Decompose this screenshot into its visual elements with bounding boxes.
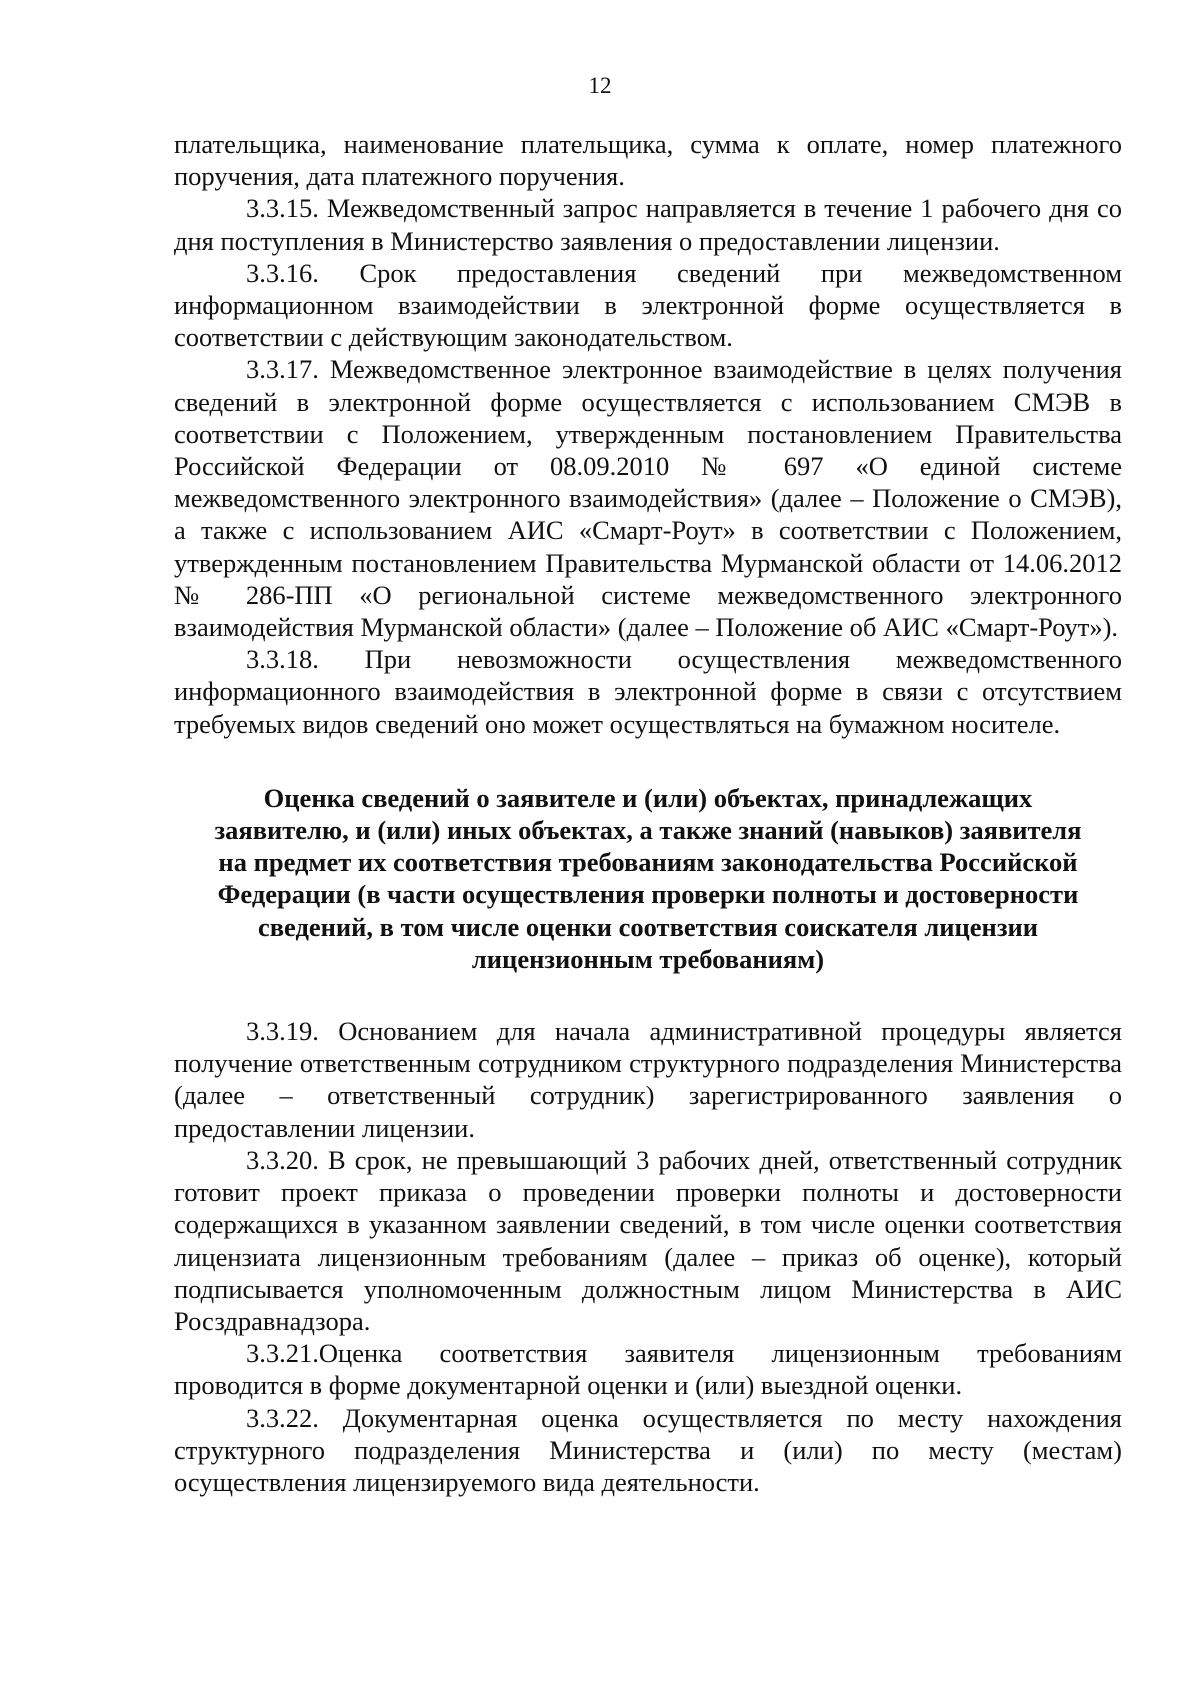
- heading-line: лицензионным требованиям): [471, 943, 825, 974]
- heading-line: Федерации (в части осуществления проверки полноты и достоверности: [217, 879, 1079, 910]
- paragraph-3-3-20: 3.3.20. В срок, не превышающий 3 рабочих дней, ответственный сотрудник готовит проект приказа о проведении проверки полноты и достоверности содержащихся в указанном заявлении сведений, в том числе оценки соответствия лицензиата лицензионным требованиям (далее – приказ об оценке), который подписывается уполномоченным должностным лицом Министерства в АИС Росздравнадзора.: [174, 1144, 1122, 1336]
- section-heading: [174, 782, 1122, 975]
- paragraph-3-3-22: 3.3.22. Документарная оценка осуществляется по месту нахождения структурного подразделения Министерства и (или) по месту (местам) осуществления лицензируемого вида деятельности.: [174, 1402, 1122, 1497]
- document-body: [174, 128, 1122, 1498]
- paragraph-continuation: плательщика, наименование плательщика, сумма к оплате, номер платежного поручения, дата платежного поручения.: [174, 129, 1122, 192]
- paragraph-3-3-19: 3.3.19. Основанием для начала административной процедуры является получение ответственным сотрудником структурного подразделения Министерства (далее – ответственный сотрудник) зарегистрированного заявления о предоставлении лицензии.: [174, 1016, 1122, 1143]
- heading-line: Оценка сведений о заявителе и (или) объектах, принадлежащих: [263, 782, 1033, 813]
- heading-line: заявителю, и (или) иных объектах, а также знаний (навыков) заявителя: [214, 815, 1082, 846]
- heading-line: на предмет их соответствия требованиям законодательства Российской: [218, 847, 1078, 878]
- page-number: 12: [588, 73, 612, 98]
- paragraph-3-3-21: 3.3.21.Оценка соответствия заявителя лицензионным требованиям проводится в форме документарной оценки и (или) выездной оценки.: [174, 1338, 1122, 1401]
- paragraph-3-3-15: 3.3.15. Межведомственный запрос направляется в течение 1 рабочего дня со дня поступления в Министерство заявления о предоставлении лицензии.: [174, 193, 1122, 256]
- paragraph-3-3-18: 3.3.18. При невозможности осуществления межведомственного информационного взаимодействия в электронной форме в связи с отсутствием требуемых видов сведений оно может осуществляться на бумажном носителе.: [174, 644, 1122, 739]
- paragraph-3-3-17: 3.3.17. Межведомственное электронное взаимодействие в целях получения сведений в электронной форме осуществляется с использованием СМЭВ в соответствии с Положением, утвержденным постановлением Правительства Российской Федерации от 08.09.2010 № 697 «О единой системе межведомственного электронного взаимодействия» (далее – Положение о СМЭВ), а также с использованием АИС «Смарт-Роут» в соответствии с Положением, утвержденным постановлением Правительства Мурманской области от 14.06.2012 № 286-ПП «О региональной системе межведомственного электронного взаимодействия Мурманской области» (далее – Положение об АИС «Смарт-Роут»).: [174, 354, 1122, 643]
- paragraph-3-3-16: 3.3.16. Срок предоставления сведений при межведомственном информационном взаимодействии в электронной форме осуществляется в соответствии с действующим законодательством.: [174, 257, 1122, 353]
- heading-line: сведений, в том числе оценки соответствия соискателя лицензии: [257, 911, 1039, 942]
